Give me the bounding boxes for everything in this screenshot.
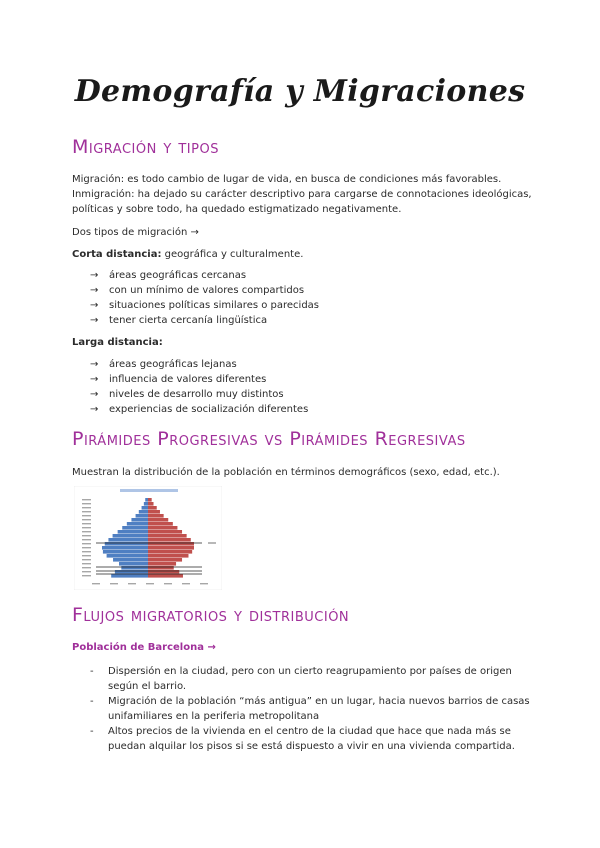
barcelona-subheading: Población de Barcelona → (72, 642, 216, 653)
pyramid-age-tick (82, 551, 91, 552)
pyramid-bar-right (148, 522, 173, 526)
list-item: → con un mínimo de valores compartidos (90, 285, 305, 296)
pyramid-bar-right (148, 534, 187, 538)
pyramid-x-tick (110, 583, 118, 584)
pyramid-bar-left (131, 518, 148, 522)
pyramid-bar-right (148, 542, 194, 546)
pyramid-bar-left (119, 562, 148, 566)
pyramid-age-tick (82, 575, 91, 576)
pyramid-bar-right (148, 562, 176, 566)
pyramid-bar-left (115, 570, 148, 574)
pyramid-age-tick (82, 559, 91, 560)
definition-migracion: Migración: es todo cambio de lugar de vida, en busca de condiciones más favorables. (72, 174, 502, 185)
pyramid-x-tick (92, 583, 100, 584)
section-heading-piramides: Pirámides Progresivas vs Pirámides Regresivas (72, 428, 466, 450)
dash-bullet: - (90, 696, 94, 707)
pyramid-age-tick (82, 571, 91, 572)
pyramid-bar-right (148, 518, 168, 522)
section-heading-flujos: Flujos migratorios y distribución (72, 604, 350, 626)
pyramid-bar-right (148, 502, 154, 506)
pyramid-bar-right (148, 566, 174, 570)
population-pyramid-graphic (74, 486, 222, 590)
pyramid-age-tick (82, 499, 91, 500)
pyramid-bar-right (148, 554, 188, 558)
pyramid-side-label (208, 542, 216, 544)
pyramid-bar-right (148, 574, 183, 578)
dash-bullet: - (90, 726, 94, 737)
pyramid-bar-right (148, 506, 157, 510)
list-item: → áreas geográficas cercanas (90, 270, 247, 281)
list-item: - Migración de la población “más antigua” en un lugar, hacia nuevos barrios de casas unifamiliares en la periferia metropolitana (90, 696, 530, 722)
arrow-icon: → (90, 285, 99, 296)
dash-bullet: - (90, 666, 94, 677)
list-item: → experiencias de socialización diferentes (90, 404, 309, 415)
pyramid-bar-left (111, 574, 148, 578)
piramides-description: Muestran la distribución de la población en términos demográficos (sexo, edad, etc.). (72, 467, 500, 478)
list-item: → áreas geográficas lejanas (90, 359, 237, 370)
pyramid-bar-left (113, 558, 148, 562)
pyramid-x-tick (200, 583, 208, 584)
short-distance-label: Corta distancia: (72, 249, 162, 260)
arrow-icon: → (90, 404, 99, 415)
long-distance-label: Larga distancia: (72, 337, 163, 348)
definition-inmigracion-line2: políticas y sobre todo, ha quedado estigmatizado negativamente. (72, 204, 402, 215)
pyramid-bar-left (139, 510, 148, 514)
arrow-icon: → (90, 389, 99, 400)
list-item: → situaciones políticas similares o parecidas (90, 300, 320, 311)
short-distance-list (90, 268, 319, 328)
pyramid-bar-right (148, 526, 177, 530)
pyramid-age-tick (82, 523, 91, 524)
pyramid-age-tick (82, 543, 91, 544)
pyramid-age-tick (82, 511, 91, 512)
pyramid-bar-left (103, 550, 148, 554)
list-item: → niveles de desarrollo muy distintos (90, 389, 284, 400)
list-item: - Altos precios de la vivienda en el centro de la ciudad que hace que nada más se puedan alquilar los pisos si se está dispuesto a vivir en una vivienda compartida. (90, 726, 515, 752)
pyramid-bar-left (136, 514, 148, 518)
pyramid-bar-left (121, 566, 148, 570)
pyramid-age-tick (82, 507, 91, 508)
pyramid-age-tick (82, 519, 91, 520)
pyramid-bar-right (148, 550, 192, 554)
list-item: → tener cierta cercanía lingüística (90, 315, 268, 326)
pyramid-x-tick (128, 583, 136, 584)
pyramid-x-tick (164, 583, 172, 584)
pyramid-bar-right (148, 530, 182, 534)
arrow-icon: → (90, 270, 99, 281)
pyramid-bar-right (148, 546, 194, 550)
pyramid-age-tick (82, 527, 91, 528)
pyramid-bar-left (107, 554, 148, 558)
pyramid-bar-left (113, 534, 148, 538)
long-distance-list (90, 357, 308, 417)
pyramid-x-tick (146, 583, 154, 584)
short-distance-desc: geográfica y culturalmente. (161, 249, 304, 260)
pyramid-bar-left (105, 542, 148, 546)
pyramid-bar-right (148, 570, 179, 574)
pyramid-caption (120, 489, 178, 492)
pyramid-age-tick (82, 539, 91, 540)
pyramid-bar-right (148, 538, 191, 542)
page-title: Demografía y Migraciones (74, 74, 526, 109)
section-heading-migracion: Migración y tipos (72, 136, 219, 158)
pyramid-bar-left (142, 506, 148, 510)
short-distance-line (72, 247, 303, 262)
pyramid-age-tick (82, 555, 91, 556)
arrow-icon: → (90, 374, 99, 385)
pyramid-age-tick (82, 535, 91, 536)
pyramid-age-tick (82, 531, 91, 532)
pyramid-age-tick (82, 567, 91, 568)
pyramid-bar-right (148, 514, 164, 518)
pyramid-age-tick (82, 515, 91, 516)
barcelona-list (90, 664, 530, 754)
pyramid-bar-left (127, 522, 148, 526)
arrow-icon: → (90, 359, 99, 370)
list-item: - Dispersión en la ciudad, pero con un cierto reagrupamiento por países de origen según el barrio. (90, 666, 512, 692)
list-item: → influencia de valores diferentes (90, 374, 267, 385)
definition-inmigracion-line1: Inmigración: ha dejado su carácter descriptivo para cargarse de connotaciones ideológicas, (72, 189, 532, 200)
pyramid-bar-left (102, 546, 148, 550)
pyramid-age-tick (82, 547, 91, 548)
pyramid-age-tick (82, 503, 91, 504)
types-intro: Dos tipos de migración → (72, 227, 199, 238)
pyramid-bar-right (148, 558, 182, 562)
population-pyramid-image (74, 486, 222, 590)
pyramid-bar-right (148, 498, 152, 502)
pyramid-bar-left (145, 498, 148, 502)
pyramid-x-tick (182, 583, 190, 584)
arrow-icon: → (90, 300, 99, 311)
pyramid-bar-left (122, 526, 148, 530)
arrow-icon: → (90, 315, 99, 326)
pyramid-bar-right (148, 510, 160, 514)
pyramid-bar-left (144, 502, 148, 506)
pyramid-age-tick (82, 563, 91, 564)
pyramid-bar-left (118, 530, 148, 534)
pyramid-bar-left (108, 538, 148, 542)
